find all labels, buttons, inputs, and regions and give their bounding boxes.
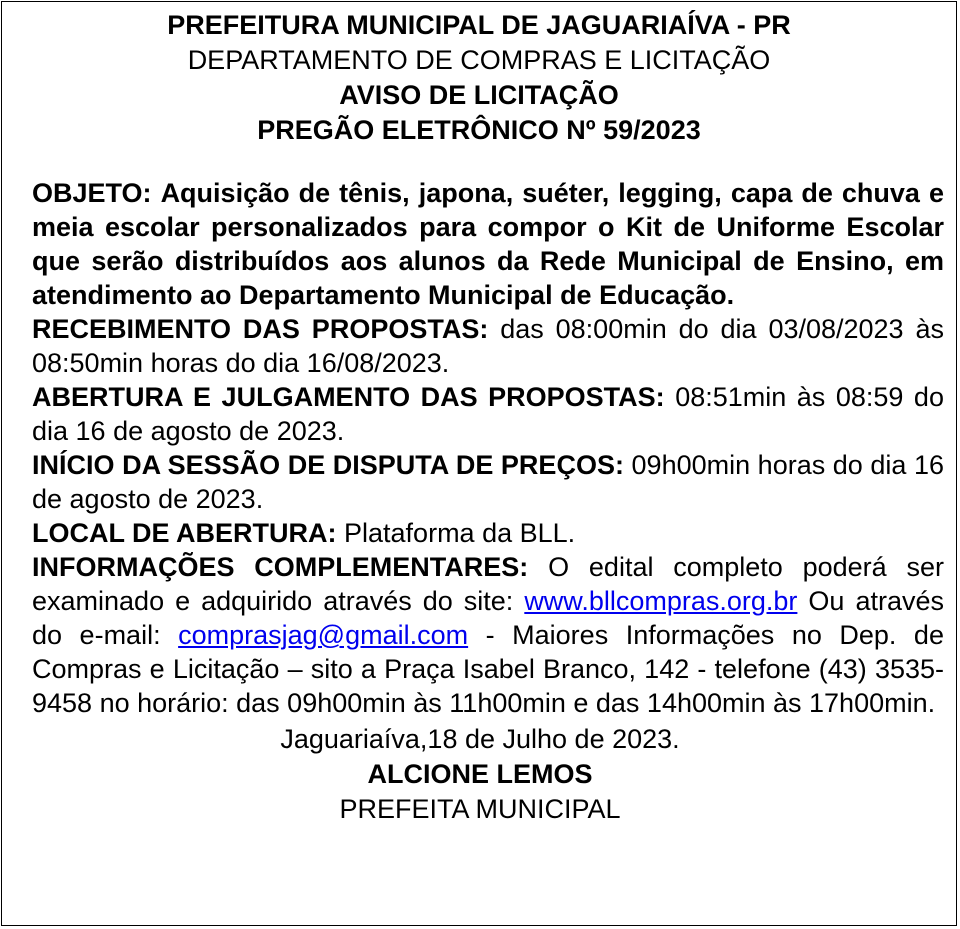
notice-title: AVISO DE LICITAÇÃO [339,80,619,110]
notice-body [32,176,944,827]
abertura-text: 08:51min às 08:59 do dia 16 de agosto de 2023. [32,382,944,446]
signatory-name: ALCIONE LEMOS [367,759,593,789]
local-text: Plataforma da BLL. [344,518,576,548]
signatory-role: PREFEITA MUNICIPAL [339,794,621,824]
inicio-paragraph [32,448,944,516]
tender-number: PREGÃO ELETRÔNICO Nº 59/2023 [257,115,701,145]
department-title: DEPARTAMENTO DE COMPRAS E LICITAÇÃO [187,45,771,75]
informacoes-paragraph [32,550,944,720]
recebimento-paragraph [32,312,944,380]
inicio-label: INÍCIO DA SESSÃO DE DISPUTA DE PREÇOS: [32,450,624,480]
objeto-paragraph [32,176,944,312]
notice-header [2,2,956,148]
abertura-label: ABERTURA E JULGAMENTO DAS PROPOSTAS: [32,382,665,412]
inicio-text: 09h00min horas do dia 16 de agosto de 2023. [32,450,945,514]
site-link[interactable]: www.bllcompras.org.br [524,586,798,616]
recebimento-text: das 08:00min do dia 03/08/2023 às 08:50min horas do dia 16/08/2023. [32,314,944,378]
objeto-label: OBJETO: [32,178,152,208]
municipality-title: PREFEITURA MUNICIPAL DE JAGUARIAÍVA - PR [167,10,791,40]
local-paragraph [32,516,944,550]
local-label: LOCAL DE ABERTURA: [32,518,337,548]
informacoes-text-1: O edital completo poderá ser examinado e adquirido através do site: [32,552,944,616]
notice-footer [0,722,960,827]
place-date: Jaguariaíva,18 de Julho de 2023. [280,724,680,754]
objeto-text: Aquisição de tênis, japona, suéter, legging, capa de chuva e meia escolar personalizados para compor o Kit de Uniforme Escolar que serão distribuídos aos alunos da Rede Municipal de Ensino, em atendimento ao Departamento Municipal de Educação. [32,178,944,310]
informacoes-label: INFORMAÇÕES COMPLEMENTARES: [32,552,529,582]
informacoes-text-3: - Maiores Informações no Dep. de Compras e Licitação – sito a Praça Isabel Branco, 142 - telefone (43) 3535-9458 no horário: das 09h00min às 11h00min e das 14h00min às 17h00min. [32,620,944,718]
abertura-paragraph [32,380,944,448]
email-link[interactable]: comprasjag@gmail.com [178,620,469,650]
informacoes-text-2: Ou através do e-mail: [32,586,944,650]
recebimento-label: RECEBIMENTO DAS PROPOSTAS: [32,314,489,344]
